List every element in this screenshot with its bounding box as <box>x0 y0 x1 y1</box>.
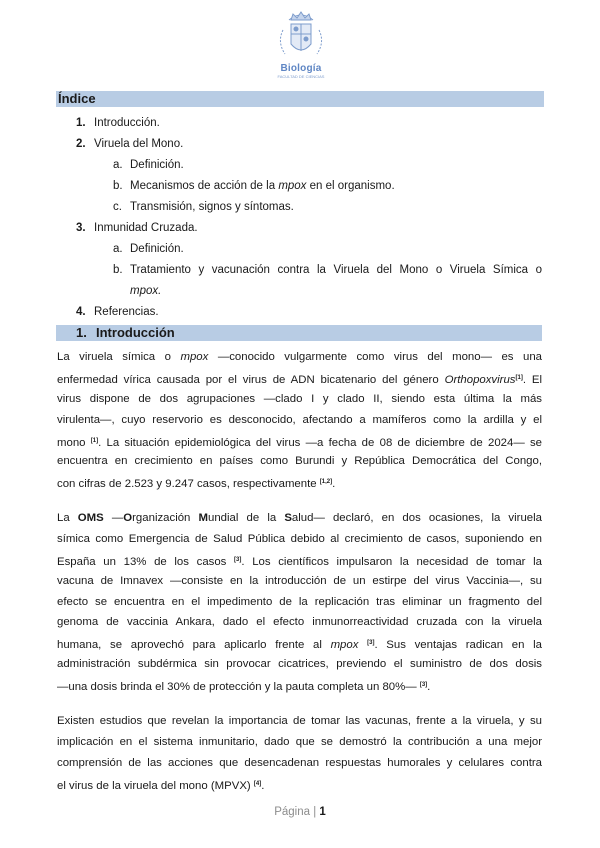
paragraph-line: genoma de vaccinia Ankara, dado el efecto inmunorreactividad cruzada con la viruela <box>57 616 542 629</box>
citation: [3] <box>367 640 375 647</box>
paragraph-line: con cifras de 2.523 y 9.247 casos, respectivamente [1,2]. <box>57 478 336 491</box>
toc-subitem-tratamiento-cont: mpox. <box>130 285 162 297</box>
paragraph-line: comprensión de las acciones que desencadenan respuestas humorales y celulares contra <box>57 756 542 769</box>
citation: [3] <box>234 556 242 563</box>
index-title: Índice <box>58 91 96 106</box>
paragraph-line: mono [1]. La situación epidemiológica del virus —a fecha de 08 de diciembre de 2024— se <box>57 436 542 449</box>
paragraph-line: efecto se encuentra en el impedimento de la replicación tras eliminar un fragmento del <box>57 595 542 608</box>
intro-paragraph-3 <box>57 711 542 795</box>
faculty-logo <box>268 8 334 79</box>
logo-subtitle: FACULTAD DE CIENCIAS <box>277 74 325 79</box>
paragraph-line: símica como Emergencia de Salud Pública debido al crecimiento de casos, suponiendo en <box>57 532 542 545</box>
paragraph-line: el virus de la viruela del mono (MPVX) [4]. <box>57 779 265 792</box>
citation: [1] <box>90 437 99 444</box>
page-footer <box>0 806 600 818</box>
intro-heading-title: Introducción <box>96 325 175 340</box>
paragraph-line: enfermedad vírica causada por el virus de ADN bicatenario del género Orthopoxvirus[1]. El <box>57 373 542 386</box>
logo-title: Biología <box>280 63 322 74</box>
paragraph-line: España un 13% de los casos [3]. Los científicos impulsaron la necesidad de tomar la <box>57 555 543 568</box>
intro-paragraph-2 <box>57 508 542 696</box>
citation: [1] <box>515 374 523 381</box>
paragraph-line: La OMS —Organización Mundial de la Salud— declaró, en dos ocasiones, la viruela <box>57 512 542 524</box>
paragraph-line: virulenta—, cuyo reservorio es desconocido, afectando a mamíferos como la ardilla y el <box>57 413 542 426</box>
paragraph-line: administración subdérmica sin provocar cicatrices, previendo el suministro de dos dosis <box>57 658 542 671</box>
intro-paragraph-1 <box>57 347 542 493</box>
crest-icon <box>271 8 331 62</box>
page-number: 1 <box>319 806 326 818</box>
page-label: Página | <box>274 806 317 818</box>
index-heading <box>56 91 544 107</box>
paragraph-line: implicación en el sistema inmunitario, dado que se demostró la contribución a una mejor <box>57 735 542 748</box>
intro-heading <box>56 325 542 341</box>
intro-heading-number: 1. <box>76 325 87 340</box>
paragraph-line: —una dosis brinda el 30% de protección y la pauta completa un 80%— [3]. <box>57 681 431 694</box>
paragraph-line: virus dispone de dos agrupaciones —clado I y clado II, siendo esta última la más <box>57 392 542 405</box>
paragraph-line: Existen estudios que revelan la importancia de tomar las vacunas, frente a la viruela, y su <box>57 715 542 727</box>
citation: [4] <box>253 780 262 787</box>
paragraph-line: humana, se aprovechó para aplicarlo frente al mpox [3]. Sus ventajas radican en la <box>57 639 542 652</box>
citation: [3] <box>419 682 428 689</box>
citation: [1,2] <box>319 479 333 486</box>
paragraph-line: encuentra en crecimiento en países como Burundi y República Democrática del Congo, <box>57 455 542 468</box>
paragraph-line: La viruela símica o mpox —conocido vulgarmente como virus del mono— es una <box>57 351 542 363</box>
paragraph-line: vacuna de Imnavex —consiste en la introducción de un estirpe del virus Vaccinia—, su <box>57 574 542 587</box>
